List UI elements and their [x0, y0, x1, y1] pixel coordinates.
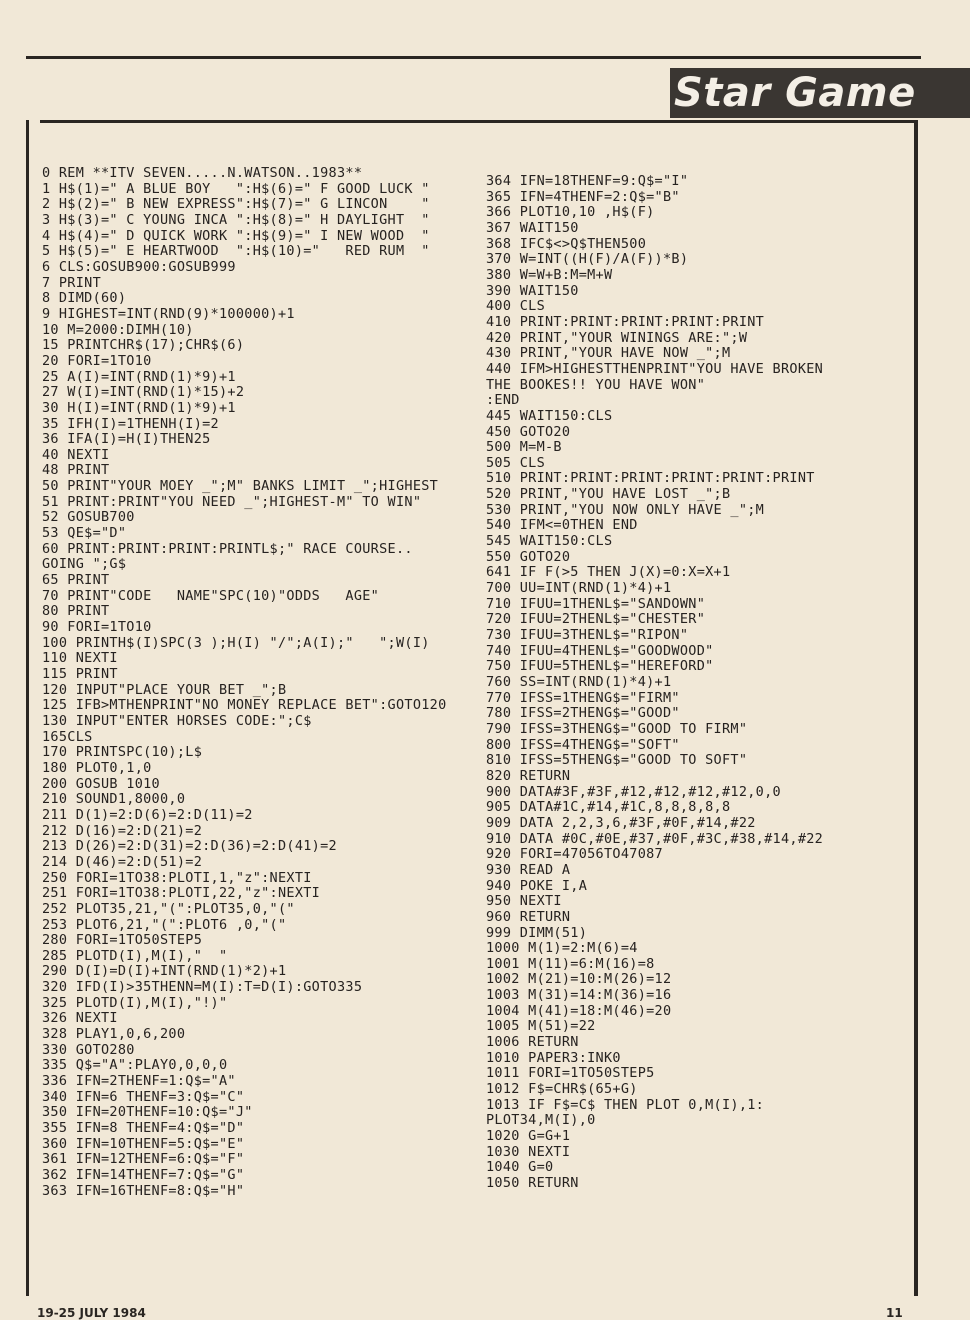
code-line: 80 PRINT: [42, 603, 110, 620]
code-line: 40 NEXTI: [42, 446, 110, 463]
code-line: 115 PRINT: [42, 666, 118, 682]
code-line: 251 FORI=1TO38:PLOTI,22,"z":NEXTI: [42, 885, 321, 902]
code-line: 430 PRINT,"YOUR HAVE NOW _";M: [486, 345, 731, 362]
code-line: 420 PRINT,"YOUR WININGS ARE:";W: [486, 329, 748, 346]
code-line: 280 FORI=1TO50STEP5: [42, 932, 203, 949]
code-line: 110 NEXTI: [42, 650, 118, 667]
code-line: 999 DIMM(51): [486, 924, 588, 941]
code-line: 320 IFD(I)>35THENN=M(I):T=D(I):GOTO335: [42, 979, 363, 996]
code-line: 905 DATA#1C,#14,#1C,8,8,8,8,8: [486, 799, 731, 816]
code-line: 540 IFM<=0THEN END: [486, 517, 638, 534]
code-line: 1006 RETURN: [486, 1034, 579, 1051]
code-line: 530 PRINT,"YOU NOW ONLY HAVE _";M: [486, 501, 765, 518]
code-line: 0 REM **ITV SEVEN.....N.WATSON..1983**: [42, 165, 363, 181]
code-line: 7 PRINT: [42, 274, 101, 291]
code-line: 214 D(46)=2:D(51)=2: [42, 853, 203, 870]
code-line: 350 IFN=20THENF=10:Q$="J": [42, 1104, 253, 1121]
code-line: 910 DATA #0C,#0E,#37,#0F,#3C,#38,#14,#22: [486, 830, 824, 847]
code-line: 940 POKE I,A: [486, 877, 588, 894]
code-line: 1002 M(21)=10:M(26)=12: [486, 971, 672, 988]
code-line: 1 H$(1)=" A BLUE BOY ":H$(6)=" F GOOD LUCK ": [42, 180, 430, 197]
code-line: 750 IFUU=5THENL$="HEREFORD": [486, 658, 714, 675]
code-line: 390 WAIT150: [486, 282, 579, 299]
code-line: 52 GOSUB700: [42, 509, 135, 526]
code-line: 25 A(I)=INT(RND(1)*9)+1: [42, 368, 236, 385]
code-line: 8 DIMD(60): [42, 290, 127, 307]
code-line: 6 CLS:GOSUB900:GOSUB999: [42, 258, 236, 275]
code-line: 740 IFUU=4THENL$="GOODWOOD": [486, 642, 714, 659]
code-line: 4 H$(4)=" D QUICK WORK ":H$(9)=" I NEW WOOD ": [42, 227, 430, 244]
code-line: 930 READ A: [486, 861, 571, 878]
code-line: 170 PRINTSPC(10);L$: [42, 744, 203, 761]
code-line: 450 GOTO20: [486, 423, 571, 440]
code-line: 641 IF F(>5 THEN J(X)=0:X=X+1: [486, 564, 731, 581]
code-line: 909 DATA 2,2,3,6,#3F,#0F,#14,#22: [486, 814, 756, 831]
code-line: 53 QE$="D": [42, 525, 127, 542]
code-line: :END: [486, 392, 520, 409]
code-line: 48 PRINT: [42, 462, 110, 479]
code-line: 70 PRINT"CODE NAME"SPC(10)"ODDS AGE": [42, 587, 380, 604]
code-line: 365 IFN=4THENF=2:Q$="B": [486, 188, 680, 205]
code-line: 252 PLOT35,21,"(":PLOT35,0,"(": [42, 900, 295, 917]
code-line: 1030 NEXTI: [486, 1143, 571, 1160]
code-line: 1004 M(41)=18:M(46)=20: [486, 1002, 672, 1019]
code-line: 700 UU=INT(RND(1)*4)+1: [486, 580, 672, 597]
code-line: 720 IFUU=2THENL$="CHESTER": [486, 611, 706, 628]
code-line: GOING ";G$: [42, 556, 127, 573]
code-line: 810 IFSS=5THENG$="GOOD TO SOFT": [486, 752, 748, 769]
code-line: 520 PRINT,"YOU HAVE LOST _";B: [486, 486, 731, 503]
code-line: 335 Q$="A":PLAY0,0,0,0: [42, 1057, 228, 1074]
code-line: 410 PRINT:PRINT:PRINT:PRINT:PRINT: [486, 313, 765, 330]
code-listing-right-column: [486, 174, 914, 1192]
code-line: 100 PRINTH$(I)SPC(3 );H(I) "/";A(I);" ";W(I): [42, 634, 430, 651]
code-line: 360 IFN=10THENF=5:Q$="E": [42, 1135, 245, 1152]
code-line: 780 IFSS=2THENG$="GOOD": [486, 705, 680, 722]
code-line: 290 D(I)=D(I)+INT(RND(1)*2)+1: [42, 963, 287, 980]
code-line: 366 PLOT10,10 ,H$(F): [486, 204, 655, 221]
code-line: 760 SS=INT(RND(1)*4)+1: [486, 674, 672, 690]
code-line: 363 IFN=16THENF=8:Q$="H": [42, 1182, 245, 1199]
code-line: 364 IFN=18THENF=9:Q$="I": [486, 173, 689, 189]
code-line: 800 IFSS=4THENG$="SOFT": [486, 736, 680, 753]
code-line: 1010 PAPER3:INK0: [486, 1049, 621, 1066]
code-line: 211 D(1)=2:D(6)=2:D(11)=2: [42, 806, 253, 823]
code-line: 400 CLS: [486, 298, 545, 315]
page-number: 11: [886, 1306, 903, 1320]
code-line: 1020 G=G+1: [486, 1128, 571, 1145]
code-line: 355 IFN=8 THENF=4:Q$="D": [42, 1120, 245, 1137]
code-line: 1003 M(31)=14:M(36)=16: [486, 987, 672, 1004]
code-line: 361 IFN=12THENF=6:Q$="F": [42, 1151, 245, 1168]
code-line: 1013 IF F$=C$ THEN PLOT 0,M(I),1:: [486, 1096, 765, 1113]
code-line: 550 GOTO20: [486, 548, 571, 565]
code-line: 1011 FORI=1TO50STEP5: [486, 1065, 655, 1082]
code-line: 440 IFM>HIGHESTTHENPRINT"YOU HAVE BROKEN: [486, 360, 824, 377]
code-line: 130 INPUT"ENTER HORSES CODE:";C$: [42, 712, 312, 729]
code-line: 510 PRINT:PRINT:PRINT:PRINT:PRINT:PRINT: [486, 470, 815, 487]
top-rule: [26, 56, 921, 59]
code-line: 1050 RETURN: [486, 1175, 579, 1191]
code-line: 20 FORI=1TO10: [42, 352, 152, 369]
frame-right-rule: [914, 122, 918, 1296]
code-line: 213 D(26)=2:D(31)=2:D(36)=2:D(41)=2: [42, 838, 337, 855]
code-line: 10 M=2000:DIMH(10): [42, 321, 194, 338]
code-line: 1040 G=0: [486, 1159, 554, 1176]
code-line: 368 IFC$<>Q$THEN500: [486, 235, 647, 252]
code-line: 165CLS: [42, 728, 93, 745]
code-line: 120 INPUT"PLACE YOUR BET _";B: [42, 681, 287, 698]
code-line: 5 H$(5)=" E HEARTWOOD ":H$(10)=" RED RUM ": [42, 243, 430, 260]
code-line: 367 WAIT150: [486, 219, 579, 236]
code-line: 15 PRINTCHR$(17);CHR$(6): [42, 337, 245, 354]
code-line: 790 IFSS=3THENG$="GOOD TO FIRM": [486, 720, 748, 737]
code-line: 330 GOTO280: [42, 1041, 135, 1058]
code-line: THE BOOKES!! YOU HAVE WON": [486, 376, 706, 393]
code-line: 820 RETURN: [486, 767, 571, 784]
code-line: 1012 F$=CHR$(65+G): [486, 1081, 638, 1098]
code-line: 960 RETURN: [486, 908, 571, 925]
code-line: 253 PLOT6,21,"(":PLOT6 ,0,"(": [42, 916, 287, 933]
code-line: 920 FORI=47056TO47087: [486, 846, 663, 863]
code-line: 336 IFN=2THENF=1:Q$="A": [42, 1073, 236, 1090]
code-line: 90 FORI=1TO10: [42, 619, 152, 636]
code-line: 500 M=M-B: [486, 439, 562, 456]
code-line: 180 PLOT0,1,0: [42, 759, 152, 776]
code-line: 250 FORI=1TO38:PLOTI,1,"z":NEXTI: [42, 869, 312, 886]
code-line: 210 SOUND1,8000,0: [42, 791, 186, 808]
code-line: PLOT34,M(I),0: [486, 1112, 596, 1129]
code-line: 60 PRINT:PRINT:PRINT:PRINTL$;" RACE COURSE..: [42, 540, 413, 557]
footer-date: 19-25 JULY 1984: [37, 1306, 146, 1320]
code-line: 445 WAIT150:CLS: [486, 407, 613, 424]
code-line: 1000 M(1)=2:M(6)=4: [486, 940, 638, 957]
code-line: 2 H$(2)=" B NEW EXPRESS":H$(7)=" G LINCON ": [42, 196, 430, 213]
code-line: 326 NEXTI: [42, 1010, 118, 1027]
code-line: 950 NEXTI: [486, 893, 562, 910]
code-line: 710 IFUU=1THENL$="SANDOWN": [486, 595, 706, 612]
section-title-banner: Star Game: [670, 68, 970, 118]
code-line: 1001 M(11)=6:M(16)=8: [486, 955, 655, 972]
code-line: 1005 M(51)=22: [486, 1018, 596, 1035]
code-line: 50 PRINT"YOUR MOEY _";M" BANKS LIMIT _";HIGHEST: [42, 478, 439, 495]
code-line: 3 H$(3)=" C YOUNG INCA ":H$(8)=" H DAYLIGHT ": [42, 211, 430, 228]
code-line: 340 IFN=6 THENF=3:Q$="C": [42, 1088, 245, 1105]
code-line: 125 IFB>MTHENPRINT"NO MONEY REPLACE BET":GOTO120: [42, 697, 447, 714]
code-line: 51 PRINT:PRINT"YOU NEED _";HIGHEST-M" TO WIN": [42, 493, 422, 510]
code-line: 505 CLS: [486, 454, 545, 471]
code-line: 200 GOSUB 1010: [42, 775, 160, 792]
code-line: 36 IFA(I)=H(I)THEN25: [42, 431, 211, 448]
code-line: 325 PLOTD(I),M(I),"!)": [42, 994, 228, 1011]
code-line: 545 WAIT150:CLS: [486, 533, 613, 550]
code-line: 370 W=INT((H(F)/A(F))*B): [486, 251, 689, 268]
code-line: 285 PLOTD(I),M(I)," ": [42, 947, 228, 964]
code-listing-left-column: [42, 166, 482, 1199]
frame-top-rule: [40, 120, 918, 123]
code-line: 9 HIGHEST=INT(RND(9)*100000)+1: [42, 305, 295, 322]
code-line: 380 W=W+B:M=M+W: [486, 266, 613, 283]
code-line: 212 D(16)=2:D(21)=2: [42, 822, 203, 839]
code-line: 730 IFUU=3THENL$="RIPON": [486, 627, 689, 644]
code-line: 65 PRINT: [42, 572, 110, 589]
frame-left-rule: [26, 120, 29, 1296]
code-line: 900 DATA#3F,#3F,#12,#12,#12,#12,0,0: [486, 783, 781, 800]
code-line: 27 W(I)=INT(RND(1)*15)+2: [42, 384, 245, 401]
code-line: 362 IFN=14THENF=7:Q$="G": [42, 1167, 245, 1183]
code-line: 770 IFSS=1THENG$="FIRM": [486, 689, 680, 706]
code-line: 35 IFH(I)=1THENH(I)=2: [42, 415, 219, 432]
code-line: 30 H(I)=INT(RND(1)*9)+1: [42, 399, 236, 416]
code-line: 328 PLAY1,0,6,200: [42, 1026, 186, 1043]
